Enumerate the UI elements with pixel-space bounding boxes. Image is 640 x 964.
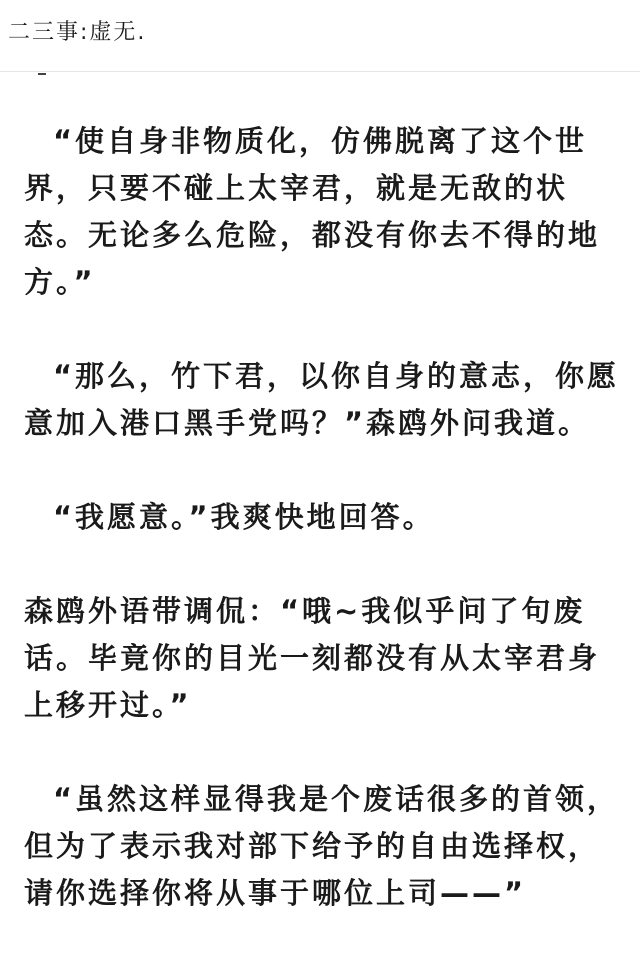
header-title: 二三事:虚无.	[8, 20, 147, 45]
paragraph: 森鸥外语带调侃：“哦~我似乎问了句废话。毕竟你的目光一刻都没有从太宰君身上移开过。”	[24, 594, 601, 722]
paragraph: “我愿意。”我爽快地回答。	[53, 500, 435, 534]
header-bar	[0, 0, 640, 72]
paragraph: “那么，竹下君，以你自身的意志，你愿意加入港口黑手党吗？”森鸥外问我道。	[24, 359, 620, 440]
divider-mark	[38, 73, 46, 75]
article-body	[24, 118, 624, 964]
paragraph: “虽然这样显得我是个废话很多的首领，但为了表示我对部下给予的自由选择权，请你选择你将从事于哪位上司——”	[24, 782, 620, 910]
paragraph: “使自身非物质化，仿佛脱离了这个世界，只要不碰上太宰君，就是无敌的状态。无论多么危险，都没有你去不得的地方。”	[24, 124, 601, 299]
